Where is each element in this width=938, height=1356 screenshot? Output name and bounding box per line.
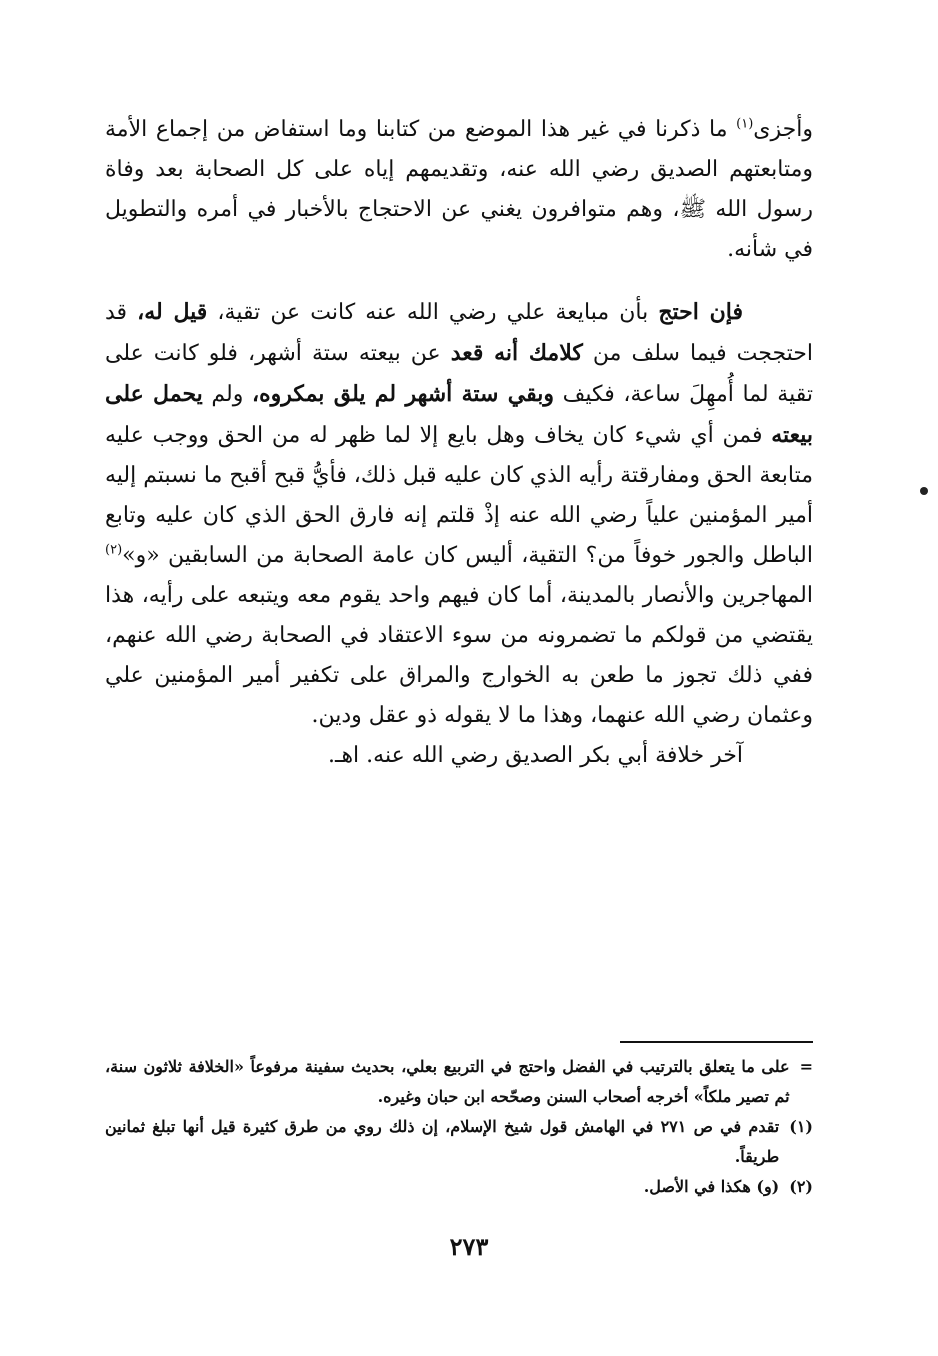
footnote-text: على ما يتعلق بالترتيب في الفضل واحتج في التربيع بعلي، بحديث سفينة مرفوعاً «الخلافة ثلاثون سنة، ثم تصير ملكاً» أخرجه أصحاب السنن وصحّحه ابن حبان وغيره. [105,1057,790,1106]
page-number: ٢٧٣ [449,1232,489,1261]
footnote-ref-1: (١) [736,116,754,132]
footnote-mark: (١) [789,1117,813,1136]
footnote-continuation [105,1052,813,1112]
paragraph-1: وأجزى$^{(١)}$ ما ذكرنا في غير هذا الموضع من كتابنا وما استفاض من إجماع الأمة ومتابعتهم الصديق رضي الله عنه، وتقديمهم إياه على كل الصحابة بعد وفاة رسول الله ﷺ، وهم متوافرون يغني عن الاحتجاج بالأخبار في أمره والتطويل في شأنه. [105,116,813,262]
footnote-text: تقدم في ص ٢٧١ في الهامش قول شيخ الإسلام، إن ذلك روي من طرق كثيرة قيل أنها تبلغ ثمانين طريقاً. [105,1117,780,1166]
closing-line: آخر خلافة أبي بكر الصديق رضي الله عنه. اهـ. [328,743,743,768]
footnote-separator [620,1041,813,1043]
footnote-1 [105,1112,813,1172]
margin-mark [920,487,928,495]
footnotes [105,1052,813,1202]
footnote-2 [105,1172,813,1202]
footnote-mark: (٢) [789,1177,813,1196]
footnote-text: (و) هكذا في الأصل. [643,1177,780,1196]
main-text [105,110,813,776]
footnote-mark: = [799,1057,813,1076]
footnote-ref-2: (٢) [105,542,123,558]
paragraph-2: فإن احتج بأن مبايعة علي رضي الله عنه كانت عن تقية، قيل له، قد احتججت فيما سلف من كلامك أنه قعد عن بيعته ستة أشهر، فلو كانت على تقية لما أُمهِلَ ساعة، فكيف وبقي ستة أشهر لم يلق بمكروه، ولم يحمل على بيعته فمن أي شيء كان يخاف وهل بايع إلا لما ظهر له من الحق ووجب عليه متابعة الحق ومفارقتة رأيه الذي كان عليه قبل ذلك، فأيُّ قبح أقبح ما نسبتم إليه أمير المؤمنين علياً رضي الله عنه إذْ قلتم إنه فارق الحق الذي كان عليه وتابع الباطل والجور خوفاً من؟ التقية، أليس كان عامة الصحابة من السابقين «و»$^{(٢)}$ المهاجرين والأنصار بالمدينة، أما كان فيهم واحد يقوم معه ويتبعه على رأيه، هذا يقتضي من قولكم ما تضمرونه من سوء الاعتقاد في الصحابة رضي الله عنهم، ففي ذلك تجوز ما طعن به الخوارج والمراق على تكفير أمير المؤمنين علي وعثمان رضي الله عنهما، وهذا ما لا يقوله ذو عقل ودين. [105,299,814,728]
